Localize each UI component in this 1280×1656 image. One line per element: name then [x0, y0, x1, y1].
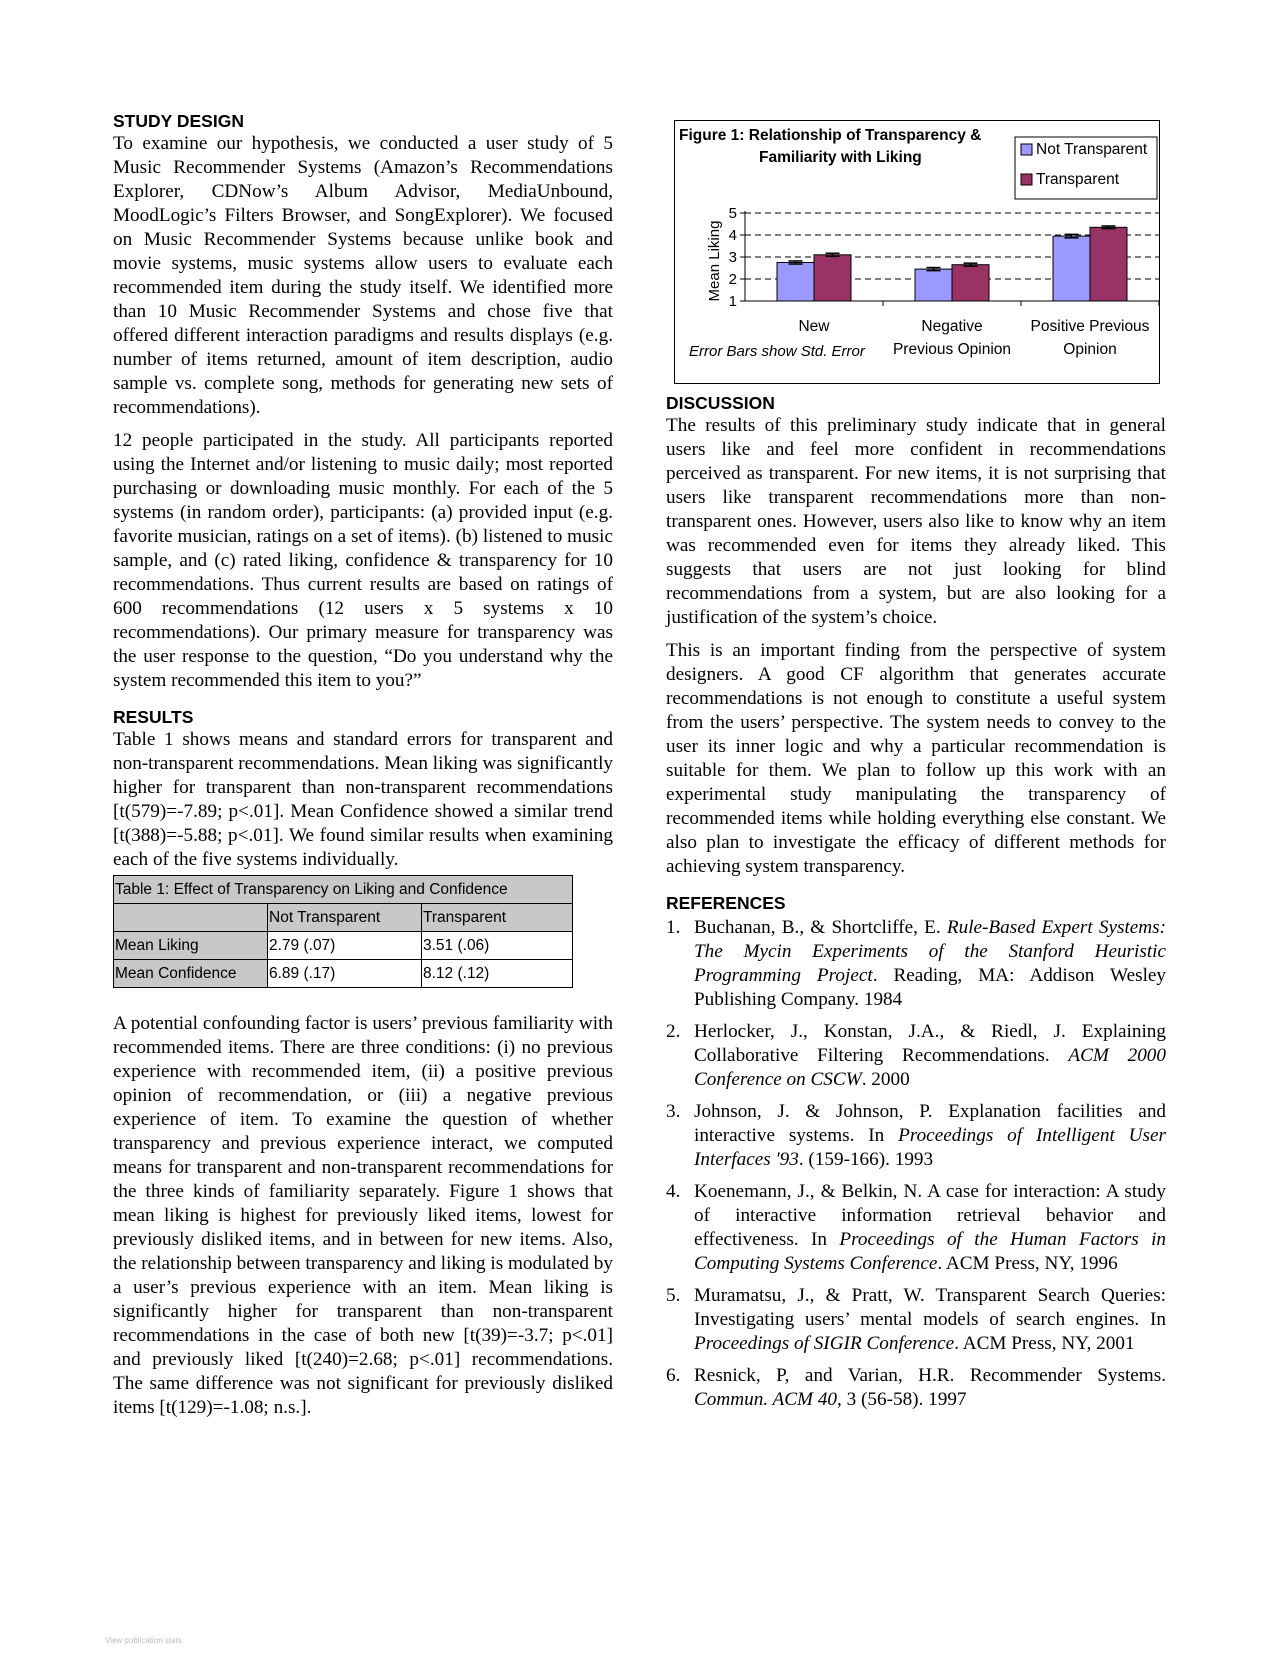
chart-legend-label: Transparent: [1036, 171, 1119, 188]
study-design-paragraph-2: 12 people participated in the study. All participants reported using the Internet and/or listening to music daily; most reported purchasing or downloading music monthly. For each of the 5 systems (in random order), participants: (a) provided input (e.g. favorite musician, ratings on a set of items). (b) listened to music sample, and (c) rated liking, confidence & transparency for 10 recommendations. Thus current results are based on ratings of 600 recommendations (12 users x 5 systems x 10 recommendations). Our primary measure for transparency was the user response to the question, “Do you understand why the system recommended this item to you?”: [113, 430, 613, 691]
reference-text: Koenemann, J., & Belkin, N. A case for interaction: A study of interactive information retrieval behavior and effectiveness. In: [694, 1181, 1166, 1250]
row-label: Mean Confidence: [114, 960, 268, 988]
results-paragraph-2: A potential confounding factor is users’ previous familiarity with recommended items. There are three conditions: (i) no previous experience with recommended item, (ii) a positive previous opinion of recommendation, or (iii) a negative previous experience of item. To examine the question of whether transparency and previous experience interact, we computed means for transparent and non-transparent recommendations for the three kinds of familiarity separately. Figure 1 shows that mean liking is highest for previously liked items, lowest for previously disliked items, and in between for new items. Also, the relationship between transparency and liking is modulated by a user’s previous experience with an item. Mean liking is significantly higher for transparent than non-transparent recommendations in the case of both new [t(39)=-3.7; p<.01] and previously liked [t(240)=2.68; p<.01] recommendations. The same difference was not significant for previously disliked items [t(129)=-1.08; n.s.].: [113, 1013, 613, 1418]
chart-y-tick-label: 4: [728, 227, 737, 244]
chart-x-tick-label: New: [798, 318, 830, 335]
discussion-heading: DISCUSSION: [666, 393, 775, 413]
reference-item: [666, 1100, 1166, 1172]
chart-error-bar-note: Error Bars show Std. Error: [689, 343, 865, 360]
reference-text: . ACM Press, NY, 1996: [937, 1253, 1118, 1274]
reference-title: Proceedings of SIGIR Conference: [694, 1333, 955, 1354]
reference-title: Proceedings of Intelligent User Interfaces '93: [694, 1125, 1166, 1170]
reference-number: 6.: [666, 1365, 681, 1386]
left-column: [113, 110, 613, 1429]
table-1: [113, 875, 573, 988]
figure-1-chart: [675, 121, 1161, 385]
reference-item: [666, 1180, 1166, 1276]
chart-bar-not-transparent: [777, 263, 814, 302]
chart-bar-transparent: [814, 255, 851, 301]
study-design-paragraph-1: To examine our hypothesis, we conducted a user study of 5 Music Recommender Systems (Amazon’s Recommendations Explorer, CDNow’s Album Advisor, MediaUnbound, MoodLogic’s Filters Browser, and SongExplorer). We focused on Music Recommender Systems because unlike book and movie systems, music systems allow users to evaluate each recommended item during the study itself. We identified more than 10 Music Recommender Systems and chose five that offered different interaction paradigms and results displays (e.g. number of items returned, amount of item description, audio sample vs. complete song, methods for generating new sets of recommendations).: [113, 133, 613, 418]
chart-legend-label: Not Transparent: [1036, 141, 1148, 158]
reference-number: 1.: [666, 917, 681, 938]
chart-y-tick-label: 1: [728, 293, 737, 310]
reference-number: 3.: [666, 1101, 681, 1122]
row-label: Mean Liking: [114, 932, 268, 960]
chart-legend-swatch: [1021, 174, 1032, 185]
chart-y-tick-label: 5: [728, 205, 737, 222]
reference-number: 5.: [666, 1285, 681, 1306]
reference-title: Commun. ACM 40: [694, 1389, 838, 1410]
figure-1: [674, 120, 1160, 384]
chart-y-tick-label: 3: [728, 249, 737, 266]
reference-text: . (159-166). 1993: [798, 1149, 934, 1170]
discussion-paragraph-2: This is an important finding from the perspective of system designers. A good CF algorithm that generates accurate recommendations is not enough to constitute a useful system from the users’ perspective. The system needs to convey to the user its inner logic and why a particular recommendation is suitable for them. We plan to follow up this work with an experimental study manipulating the transparency of recommended items while holding everything else constant. We also plan to investigate the efficacy of different methods for achieving system transparency.: [666, 640, 1166, 877]
reference-item: [666, 1020, 1166, 1092]
chart-bar-transparent: [1090, 227, 1127, 301]
chart-x-tick-label: Opinion: [1063, 341, 1117, 358]
discussion-paragraph-1: The results of this preliminary study indicate that in general users like and feel more confident in recommendations perceived as transparent. For new items, it is not surprising that users like transparent recommendations more than non-transparent ones. However, users also like to know why an item was recommended even for items they already liked. This suggests that users are not just looking for blind recommendations from a system, but are also looking for a justification of the system’s choice.: [666, 415, 1166, 628]
reference-text: . Reading, MA: Addison Wesley Publishing Company. 1984: [694, 965, 1167, 1010]
reference-title: ACM 2000 Conference on CSCW: [694, 1045, 1166, 1090]
reference-item: [666, 916, 1166, 1012]
reference-text: . ACM Press, NY, 2001: [954, 1333, 1135, 1354]
view-publication-stats-link[interactable]: View publication stats: [105, 1636, 182, 1645]
table-row: [114, 960, 573, 988]
chart-bar-not-transparent: [1053, 236, 1090, 301]
chart-bar-not-transparent: [915, 269, 952, 301]
reference-text: , 3 (56-58). 1997: [837, 1389, 967, 1410]
reference-text: Herlocker, J., Konstan, J.A., & Riedl, J. Explaining Collaborative Filtering Recommendations.: [694, 1021, 1166, 1066]
chart-title-line-1: Figure 1: Relationship of Transparency &: [679, 127, 982, 144]
chart-x-tick-label: Negative: [921, 318, 983, 335]
chart-y-axis-label: Mean Liking: [706, 220, 723, 302]
chart-x-tick-label: Previous Opinion: [892, 341, 1012, 358]
table-cell: 8.12 (.12): [422, 960, 573, 988]
study-design-heading: STUDY DESIGN: [113, 111, 244, 131]
reference-item: [666, 1364, 1166, 1412]
table-cell: 6.89 (.17): [268, 960, 422, 988]
table-row: [114, 932, 573, 960]
reference-title: Proceedings of the Human Factors in Computing Systems Conference: [694, 1229, 1167, 1274]
reference-number: 2.: [666, 1021, 681, 1042]
table-cell: 2.79 (.07): [268, 932, 422, 960]
reference-text: Buchanan, B., & Shortcliffe, E.: [694, 917, 947, 938]
chart-title-line-2: Familiarity with Liking: [759, 149, 922, 166]
reference-text: . 2000: [861, 1069, 910, 1090]
table-cell: 3.51 (.06): [422, 932, 573, 960]
chart-bar-transparent: [952, 265, 989, 301]
reference-item: [666, 1284, 1166, 1356]
references-heading: REFERENCES: [666, 893, 786, 913]
table-header-transparent: Transparent: [422, 904, 573, 932]
reference-title: Rule-Based Expert Systems: The Mycin Experiments of the Stanford Heuristic Programming Project: [694, 917, 1167, 986]
table-header-empty: [114, 904, 268, 932]
reference-text: Resnick, P, and Varian, H.R. Recommender Systems.: [694, 1365, 1166, 1386]
table-header-not-transparent: Not Transparent: [268, 904, 422, 932]
table-caption: Table 1: Effect of Transparency on Liking and Confidence: [114, 876, 573, 904]
reference-text: Muramatsu, J., & Pratt, W. Transparent Search Queries: Investigating users’ mental models of search engines. In: [694, 1285, 1166, 1330]
chart-x-tick-label: Positive Previous: [1030, 318, 1150, 335]
right-column: [666, 392, 1166, 1420]
chart-legend-swatch: [1021, 144, 1032, 155]
chart-y-tick-label: 2: [728, 271, 737, 288]
results-heading: RESULTS: [113, 707, 194, 727]
reference-text: Johnson, J. & Johnson, P. Explanation facilities and interactive systems. In: [694, 1101, 1166, 1146]
references-list: [666, 916, 1166, 1412]
results-paragraph-1: Table 1 shows means and standard errors for transparent and non-transparent recommendations. Mean liking was significantly higher for transparent than non-transparent recommendations [t(579)=-7.89; p<.01]. Mean Confidence showed a similar trend [t(388)=-5.88; p<.01]. We found similar results when examining each of the five systems individually.: [113, 729, 613, 870]
reference-number: 4.: [666, 1181, 681, 1202]
